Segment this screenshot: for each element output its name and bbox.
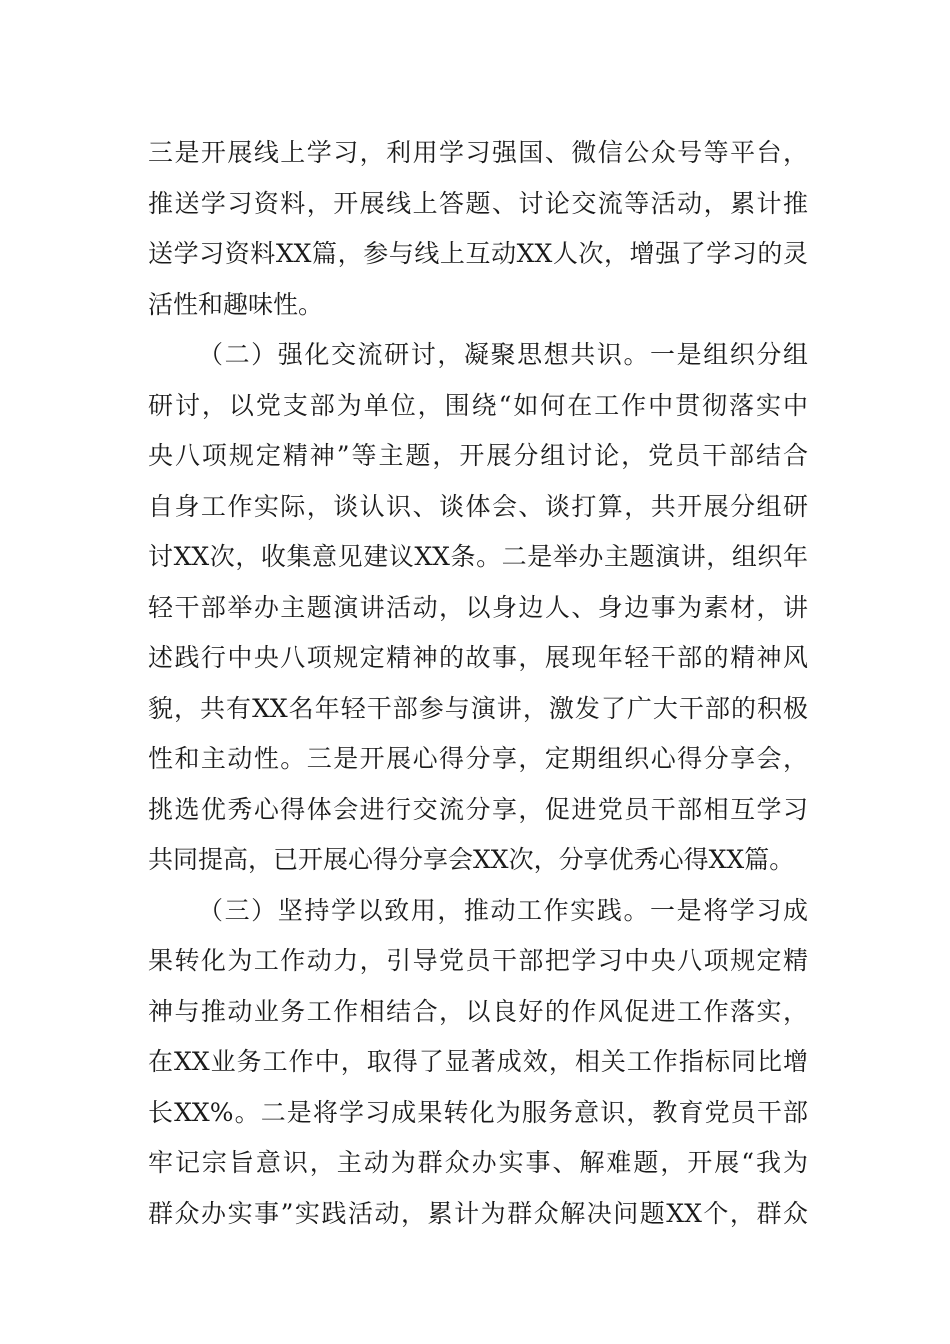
text-line: 轻干部举办主题演讲活动，以身边人、身边事为素材，讲 [148, 592, 808, 622]
text-line: 三是开展线上学习，利用学习强国、微信公众号等平台， [148, 138, 808, 167]
text-line: （二）强化交流研讨，凝聚思想共识。一是组织分组 [198, 340, 808, 369]
text-line: 研讨，以党支部为单位，围绕“如何在工作中贯彻落实中 [148, 390, 808, 420]
text-line: 讨XX次，收集意见建议XX条。二是举办主题演讲，组织年 [148, 542, 808, 571]
body-text [148, 128, 808, 1239]
text-line: 牢记宗旨意识，主动为群众办实事、解难题，开展“我为 [148, 1148, 808, 1177]
text-line: 挑选优秀心得体会进行交流分享，促进党员干部相互学习 [148, 794, 808, 824]
text-line: 自身工作实际，谈认识、谈体会、谈打算，共开展分组研 [148, 491, 808, 521]
text-line: 活性和趣味性。 [148, 289, 324, 319]
text-line: 送学习资料XX篇，参与线上互动XX人次，增强了学习的灵 [148, 239, 808, 268]
text-line: 性和主动性。三是开展心得分享，定期组织心得分享会， [148, 744, 808, 773]
text-line: 长XX%。二是将学习成果转化为服务意识，教育党员干部 [148, 1097, 808, 1127]
text-line: 神与推动业务工作相结合，以良好的作风促进工作落实， [148, 996, 808, 1026]
text-line: 果转化为工作动力，引导党员干部把学习中央八项规定精 [148, 946, 808, 975]
text-line: 群众办实事”实践活动，累计为群众解决问题XX个，群众 [148, 1198, 808, 1228]
text-line: 共同提高，已开展心得分享会XX次，分享优秀心得XX篇。 [148, 845, 795, 874]
text-line: 貌，共有XX名年轻干部参与演讲，激发了广大干部的积极 [148, 693, 808, 723]
text-line: （三）坚持学以致用，推动工作实践。一是将学习成 [198, 895, 808, 925]
text-line: 推送学习资料，开展线上答题、讨论交流等活动，累计推 [148, 188, 808, 218]
text-line: 述践行中央八项规定精神的故事，展现年轻干部的精神风 [148, 643, 808, 672]
text-line: 央八项规定精神”等主题，开展分组讨论，党员干部结合 [148, 441, 808, 470]
text-line: 在XX业务工作中，取得了显著成效，相关工作指标同比增 [148, 1047, 808, 1076]
